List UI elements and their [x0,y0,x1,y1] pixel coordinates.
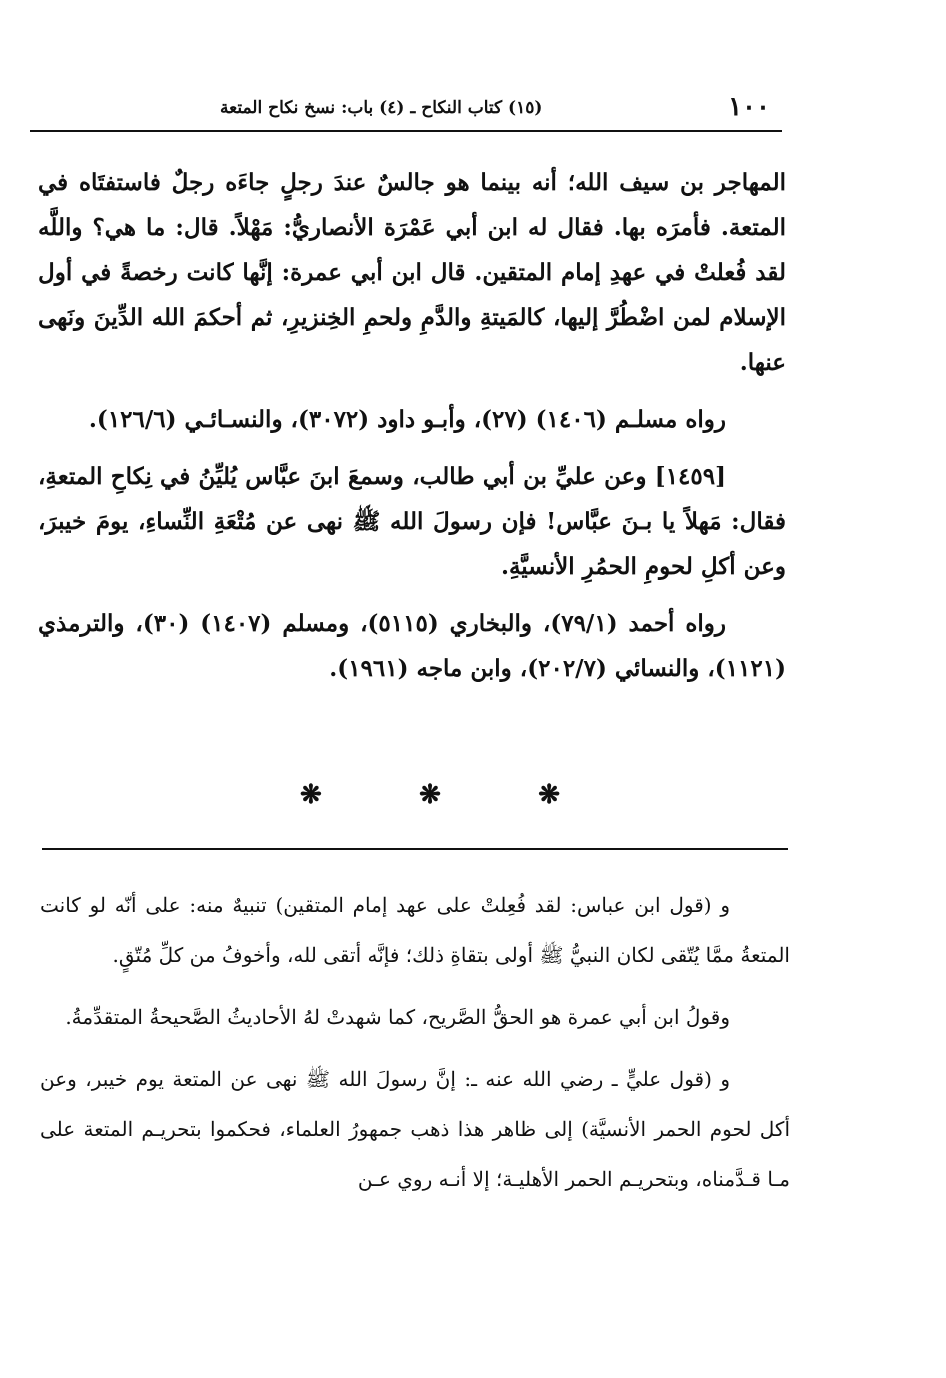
separator-star: ❋ [300,780,322,810]
section-separator [300,780,560,810]
commentary-rule [42,848,788,850]
hadith-1459: [١٤٥٩] وعن عليِّ بن أبي طالب، وسمعَ ابنَ عبَّاس يُليِّنُ في نِكاحِ المتعةِ، فقال: مَهلاً يا بـنَ عبَّاس! فإن رسولَ الله ﷺ نهى عن مُتْعَةِ النِّساءِ، يومَ خيبرَ، وعن أكلِ لحومِ الحمُرِ الأنسيَّةِ. [38,463,786,580]
separator-star: ❋ [419,780,441,810]
header-rule [30,130,782,132]
page-header [30,92,780,130]
hadith-takhrij-1: رواه مسلـم (١٤٠٦) (٢٧)، وأبـو داود (٣٠٧٢)، والنسـائـي (١٢٦/٦). [88,406,726,433]
separator-star: ❋ [538,780,560,810]
commentary-paragraph: و (قول ابن عباس: لقد فُعِلتْ على عهد إمام المتقين) تنبيهٌ منه: على أنّه لو كانت المتعةُ ممَّا يُتّقى لكان النبيُّ ﷺ أولى بتقاةِ ذلك؛ فإنَّه أتقى لله، وأخوفُ من كلِّ مُتّقٍ. [40,893,790,967]
commentary-text [40,880,790,1204]
hadith-continuation: المهاجر بن سيف الله؛ أنه بينما هو جالسٌ عندَ رجلٍ جاءَه رجلٌ فاستفتَاه في المتعة. فأمرَه بها. فقال له ابن أبي عَمْرَة الأنصاريُّ: مَهْلاً. قال: ما هي؟ واللَّه لقد فُعلتْ في عهدِ إمام المتقين. قال ابن أبي عمرة: إنَّها كانت رخصةً في أول الإسلام لمن اضْطُرَّ إليها، كالمَيتةِ والدَّمِ ولحمِ الخِنزيرِ، ثم أحكمَ الله الدِّينَ ونَهى عنها. [38,169,786,376]
page-number: ١٠٠ [728,92,770,122]
running-title: (١٥) كتاب النكاح ـ (٤) باب: نسخ نكاح المتعة [220,98,543,118]
commentary-paragraph: و (قول عليٍّ ـ رضي الله عنه ـ: إنَّ رسولَ الله ﷺ نهى عن المتعة يوم خيبر، وعن أكل لحوم الحمر الأنسيَّة) إلى ظاهر هذا ذهب جمهورُ العلماء، فحكموا بتحريـم المتعة على مـا قـدَّمناه، وبتحريـم الحمر الأهليـة؛ إلا أنـه روي عـن [40,1067,790,1191]
main-text [38,160,786,691]
hadith-takhrij-2: رواه أحمد (٧٩/١)، والبخاري (٥١١٥)، ومسلم (١٤٠٧) (٣٠)، والترمذي (١١٢١)، والنسائي (٢٠٢/٧)، وابن ماجه (١٩٦١). [38,610,786,682]
commentary-paragraph: وقولُ ابن أبي عمرة هو الحقُّ الصَّريح، كما شهدتْ لهُ الأحاديثُ الصَّحيحةُ المتقدِّمةُ. [65,1005,730,1029]
